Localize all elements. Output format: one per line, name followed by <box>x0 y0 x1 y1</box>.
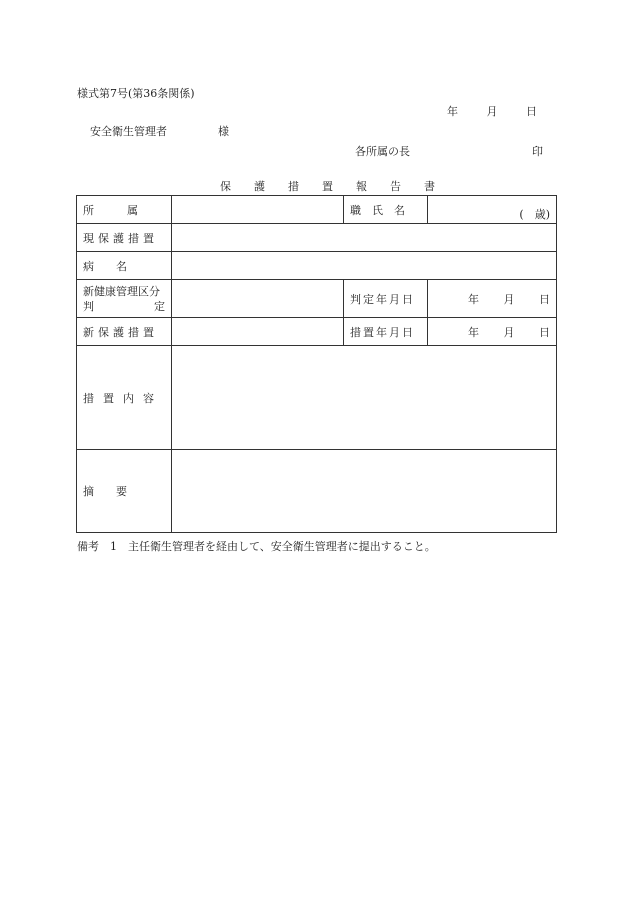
title-char: 保 <box>220 180 232 193</box>
table-row <box>77 450 557 533</box>
current-measure-label: 現保護措置 <box>77 224 172 252</box>
addressee: 安全衛生管理者 <box>90 125 167 138</box>
title-char: 書 <box>424 180 436 193</box>
table-row <box>77 346 557 450</box>
date-day-label: 日 <box>526 105 537 118</box>
title-char: 告 <box>390 180 402 193</box>
table-row <box>77 252 557 280</box>
date-year-label: 年 <box>447 105 458 118</box>
disease-label: 病 名 <box>77 252 172 280</box>
table-row <box>77 224 557 252</box>
new-measure-field[interactable] <box>172 318 344 346</box>
report-form-table <box>76 195 557 533</box>
health-class-label: 新健康管理区分 判 定 <box>77 280 172 318</box>
affiliation-field[interactable] <box>172 196 344 224</box>
title-char: 報 <box>356 180 368 193</box>
new-measure-label: 新保護措置 <box>77 318 172 346</box>
title-char: 護 <box>254 180 266 193</box>
seal-mark: 印 <box>532 145 543 158</box>
summary-label: 摘 要 <box>77 450 172 533</box>
disease-field[interactable] <box>172 252 557 280</box>
content-label: 措置内容 <box>77 346 172 450</box>
form-number: 様式第7号(第36条関係) <box>77 87 195 100</box>
title-char: 置 <box>322 180 334 193</box>
document-title <box>220 178 458 194</box>
submission-date <box>447 103 537 119</box>
content-field[interactable] <box>172 346 557 450</box>
table-row <box>77 318 557 346</box>
measure-date-field[interactable]: 年 月 日 <box>428 318 557 346</box>
name-field[interactable] <box>428 196 557 224</box>
measure-date-label: 措置年月日 <box>344 318 428 346</box>
table-row <box>77 196 557 224</box>
summary-field[interactable] <box>172 450 557 533</box>
judgment-date-field[interactable]: 年 月 日 <box>428 280 557 318</box>
judgment-date-label: 判定年月日 <box>344 280 428 318</box>
honorific: 様 <box>218 125 229 138</box>
title-char: 措 <box>288 180 300 193</box>
age-field: ( 歳) <box>519 207 550 221</box>
health-class-field[interactable] <box>172 280 344 318</box>
name-label: 職 氏 名 <box>344 196 428 224</box>
affiliation-label: 所 属 <box>77 196 172 224</box>
sender: 各所属の長 <box>355 145 410 158</box>
date-month-label: 月 <box>486 105 498 118</box>
table-row <box>77 280 557 318</box>
current-measure-field[interactable] <box>172 224 557 252</box>
remarks-note: 備考 1 主任衛生管理者を経由して、安全衛生管理者に提出すること。 <box>77 540 436 553</box>
